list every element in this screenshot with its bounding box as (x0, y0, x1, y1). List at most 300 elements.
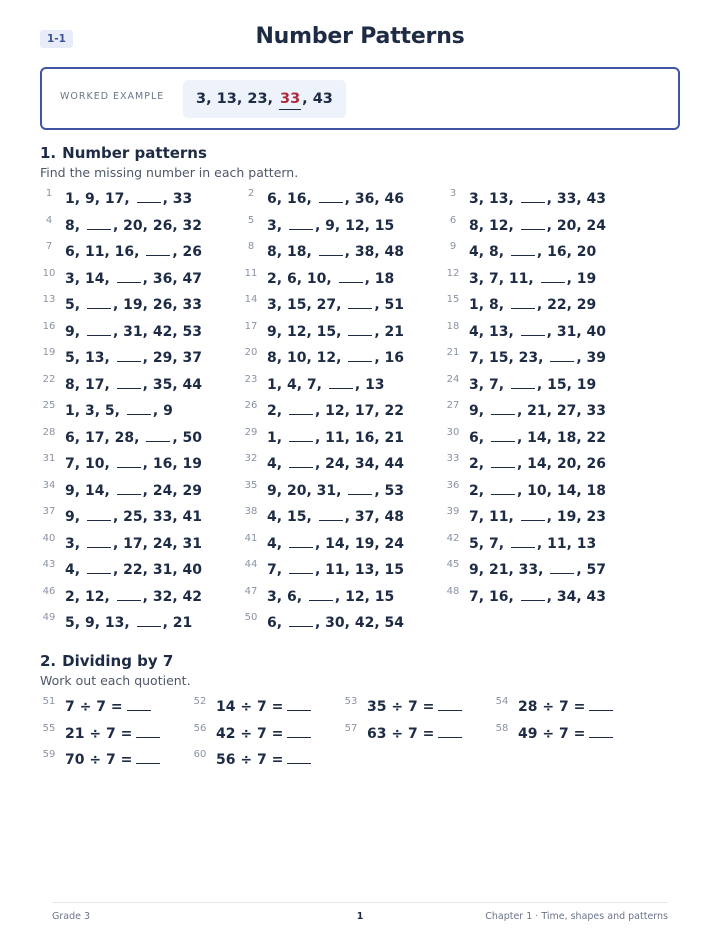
sequence-separator: , (142, 297, 153, 313)
problem-number: 1 (45, 188, 53, 199)
sequence-separator: , (354, 376, 366, 393)
sequence-separator: , (344, 456, 355, 472)
problem-number: 16 (42, 320, 56, 332)
sequence-term: 1 (267, 376, 277, 393)
sequence-separator: , (576, 217, 587, 234)
sequence-separator: , (538, 350, 549, 366)
sequence-term: 34 (354, 456, 375, 472)
division-expression: 63 ÷ 7 = (367, 725, 435, 742)
answer-blank[interactable] (289, 413, 313, 415)
sequence-separator: , (276, 323, 287, 340)
sequence-term: 29 (152, 350, 173, 366)
sequence-separator: , (566, 270, 577, 287)
answer-blank[interactable] (491, 466, 515, 468)
sequence-separator: , (276, 588, 287, 605)
problem-number: 33 (446, 453, 460, 464)
sequence-separator: , (478, 588, 489, 605)
answer-blank[interactable] (550, 572, 574, 574)
sequence-term: 3 (84, 403, 95, 419)
sequence-term: 19 (576, 270, 597, 287)
sequence-separator: , (276, 562, 287, 578)
problem-number: 36 (446, 479, 460, 491)
sequence-term: 10 (84, 456, 105, 472)
problem-number: 25 (42, 400, 56, 411)
sequence-term: 6 (65, 429, 75, 446)
sequence-separator: , (142, 456, 153, 472)
answer-blank[interactable] (136, 762, 160, 764)
sequence-separator: , (536, 297, 548, 313)
sequence-separator: , (276, 509, 287, 525)
problem-number: 60 (193, 749, 207, 760)
answer-blank[interactable] (137, 201, 161, 203)
division-expression: 49 ÷ 7 = (518, 725, 586, 742)
sequence-term: 1 (469, 297, 479, 313)
division-expression: 21 ÷ 7 = (65, 725, 133, 742)
sequence-separator: , (536, 535, 548, 552)
sequence-term: 14 (527, 456, 547, 472)
worked-example-before: 3, 13, 23, (196, 91, 274, 107)
sequence-separator: , (172, 376, 183, 393)
sequence-separator: , (516, 429, 528, 446)
answer-blank[interactable] (589, 736, 613, 738)
sequence-term: 4 (267, 509, 277, 525)
pattern-sequence (65, 270, 202, 288)
sequence-separator: , (142, 350, 153, 366)
answer-blank[interactable] (117, 360, 141, 362)
sequence-separator: , (112, 323, 124, 340)
answer-blank[interactable] (329, 387, 353, 389)
problem-number: 31 (42, 453, 56, 464)
pattern-sequence (65, 588, 202, 606)
pattern-sequence (267, 296, 404, 314)
sequence-separator: , (172, 244, 183, 260)
answer-blank[interactable] (127, 709, 151, 711)
answer-blank[interactable] (287, 736, 311, 738)
sequence-separator: , (276, 535, 287, 552)
answer-blank[interactable] (287, 709, 311, 711)
worked-example-answer: 33 (279, 89, 301, 110)
sequence-term: 4 (267, 535, 277, 552)
sequence-term: 21 (527, 403, 547, 419)
sequence-separator: , (74, 323, 85, 340)
pattern-sequence (469, 402, 606, 420)
pattern-sequence (65, 455, 202, 473)
sequence-separator: , (94, 403, 105, 419)
division-expression-wrap (65, 698, 151, 716)
sequence-separator: , (74, 615, 85, 631)
answer-blank[interactable] (521, 519, 545, 521)
sequence-term: 11 (84, 244, 105, 260)
sequence-term: 1 (65, 191, 75, 207)
answer-blank[interactable] (491, 440, 515, 442)
sequence-separator: , (566, 244, 577, 260)
sequence-separator: , (478, 535, 489, 552)
sequence-term: 13 (104, 615, 125, 631)
division-expression: 56 ÷ 7 = (216, 752, 284, 768)
pattern-sequence (267, 349, 404, 367)
answer-blank[interactable] (511, 254, 535, 256)
division-expression-wrap (367, 725, 462, 743)
pattern-sequence (267, 402, 404, 420)
sequence-separator: , (576, 562, 587, 578)
section-1-heading: Number patterns (62, 144, 207, 162)
problem-number: 56 (193, 722, 207, 734)
pattern-sequence (267, 614, 404, 632)
problem-number: 29 (244, 426, 258, 438)
sequence-term: 6 (267, 191, 277, 207)
sequence-separator: , (344, 562, 355, 578)
problem-number: 10 (42, 267, 56, 279)
answer-blank[interactable] (87, 228, 111, 230)
sequence-term: 16 (547, 244, 567, 260)
answer-blank[interactable] (348, 493, 372, 495)
sequence-term: 15 (374, 588, 395, 605)
sequence-term: 25 (123, 509, 143, 525)
sequence-term: 15 (547, 376, 567, 393)
sequence-term: 42 (354, 615, 375, 631)
sequence-separator: , (104, 244, 115, 260)
answer-blank[interactable] (319, 519, 343, 521)
sequence-separator: , (276, 376, 287, 393)
sequence-term: 26 (152, 297, 173, 313)
sequence-separator: , (478, 403, 489, 419)
pattern-sequence (65, 508, 202, 526)
answer-blank[interactable] (491, 413, 515, 415)
sequence-separator: , (134, 244, 145, 260)
problem-number: 5 (247, 214, 255, 226)
sequence-separator: , (516, 482, 528, 499)
answer-blank[interactable] (289, 625, 313, 627)
sequence-separator: , (112, 217, 124, 234)
sequence-separator: , (314, 217, 326, 234)
sequence-term: 14 (527, 429, 547, 446)
sequence-term: 21 (384, 429, 405, 446)
problem-number: 43 (42, 559, 56, 570)
sequence-separator: , (344, 429, 355, 446)
sequence-separator: , (74, 244, 85, 260)
problem-number: 20 (244, 347, 258, 358)
sequence-term: 20 (576, 244, 597, 260)
pattern-sequence (469, 535, 596, 553)
sequence-separator: , (498, 535, 509, 552)
problem-number: 40 (42, 532, 56, 544)
sequence-separator: , (276, 217, 287, 234)
answer-blank[interactable] (438, 709, 462, 711)
problem-number: 15 (446, 294, 460, 305)
sequence-separator: , (172, 456, 183, 472)
sequence-separator: , (576, 191, 587, 207)
answer-blank[interactable] (511, 546, 535, 548)
sequence-separator: , (172, 588, 183, 605)
sequence-term: 11 (325, 562, 345, 578)
sequence-term: 16 (114, 244, 135, 260)
sequence-term: 7 (306, 376, 317, 393)
sequence-separator: , (374, 429, 385, 446)
sequence-term: 30 (325, 615, 345, 631)
sequence-term: 23 (518, 350, 539, 366)
sequence-term: 2 (469, 482, 479, 499)
answer-blank[interactable] (87, 307, 111, 309)
sequence-term: 8 (65, 217, 75, 234)
answer-blank[interactable] (117, 387, 141, 389)
sequence-separator: , (276, 297, 287, 313)
sequence-separator: , (528, 270, 539, 287)
answer-blank[interactable] (339, 281, 363, 283)
answer-blank[interactable] (541, 281, 565, 283)
sequence-term: 18 (286, 244, 307, 260)
problem-number: 38 (244, 506, 258, 517)
answer-blank[interactable] (289, 440, 313, 442)
answer-blank[interactable] (137, 625, 161, 627)
sequence-separator: , (336, 323, 347, 340)
sequence-separator: , (336, 482, 347, 499)
sequence-separator: , (104, 429, 115, 446)
sequence-separator: , (374, 403, 385, 419)
sequence-separator: , (546, 509, 557, 525)
sequence-term: 20 (556, 217, 577, 234)
sequence-separator: , (172, 297, 183, 313)
sequence-term: 16 (354, 429, 375, 446)
sequence-separator: , (306, 482, 317, 499)
division-expression: 14 ÷ 7 = (216, 699, 284, 715)
sequence-separator: , (74, 376, 85, 393)
sequence-separator: , (74, 535, 85, 552)
answer-blank[interactable] (309, 599, 333, 601)
problem-number: 53 (344, 696, 358, 707)
sequence-separator: , (478, 270, 489, 287)
problem-number: 51 (42, 696, 56, 707)
sequence-separator: , (314, 535, 326, 552)
sequence-separator: , (546, 191, 557, 207)
answer-blank[interactable] (87, 519, 111, 521)
sequence-separator: , (162, 615, 173, 631)
section-2-title (40, 652, 173, 670)
pattern-sequence (469, 270, 596, 288)
sequence-separator: , (306, 191, 317, 207)
answer-blank[interactable] (289, 228, 313, 230)
answer-blank[interactable] (146, 254, 170, 256)
problem-number: 27 (446, 400, 460, 411)
sequence-term: 9 (65, 323, 75, 340)
sequence-separator: , (172, 429, 183, 446)
sequence-separator: , (478, 429, 489, 446)
sequence-separator: , (344, 403, 355, 419)
sequence-term: 8 (469, 217, 479, 234)
answer-blank[interactable] (87, 334, 111, 336)
sequence-separator: , (508, 217, 519, 234)
sequence-term: 31 (123, 323, 143, 340)
answer-blank[interactable] (117, 281, 141, 283)
sequence-separator: , (546, 429, 557, 446)
sequence-separator: , (546, 323, 557, 340)
sequence-separator: , (276, 615, 287, 631)
answer-blank[interactable] (117, 493, 141, 495)
answer-blank[interactable] (117, 599, 141, 601)
answer-blank[interactable] (127, 413, 151, 415)
answer-blank[interactable] (438, 736, 462, 738)
answer-blank[interactable] (289, 546, 313, 548)
sequence-separator: , (344, 244, 355, 260)
sequence-term: 9 (267, 482, 277, 499)
worked-example-pattern (183, 80, 346, 118)
answer-blank[interactable] (348, 307, 372, 309)
section-1-number: 1. (40, 144, 57, 162)
sequence-separator: , (276, 244, 287, 260)
sequence-term: 22 (384, 403, 405, 419)
answer-blank[interactable] (521, 334, 545, 336)
answer-blank[interactable] (319, 201, 343, 203)
sequence-separator: , (142, 323, 153, 340)
sequence-separator: , (276, 350, 287, 366)
sequence-term: 42 (152, 323, 173, 340)
sequence-term: 12 (345, 217, 365, 234)
answer-blank[interactable] (87, 546, 111, 548)
pattern-sequence (65, 376, 202, 394)
sequence-term: 26 (152, 217, 173, 234)
sequence-term: 16 (488, 588, 509, 605)
sequence-separator: , (478, 191, 489, 207)
answer-blank[interactable] (511, 387, 535, 389)
sequence-separator: , (74, 270, 85, 287)
footer-chapter: Chapter 1 · Time, shapes and patterns (485, 911, 668, 922)
section-2-instruction: Work out each quotient. (40, 673, 191, 688)
answer-blank[interactable] (319, 254, 343, 256)
answer-blank[interactable] (550, 360, 574, 362)
problem-number: 24 (446, 373, 460, 385)
sequence-term: 12 (345, 588, 365, 605)
sequence-term: 7 (469, 509, 479, 525)
pattern-sequence (267, 270, 394, 288)
sequence-term: 8 (65, 376, 75, 393)
problem-number: 3 (449, 188, 457, 199)
sequence-term: 9 (84, 615, 95, 631)
sequence-term: 9 (65, 509, 75, 525)
answer-blank[interactable] (348, 334, 372, 336)
sequence-separator: , (112, 297, 124, 313)
worked-example-box (40, 67, 680, 130)
sequence-term: 17 (104, 191, 125, 207)
sequence-term: 7 (469, 350, 479, 366)
problem-number: 18 (446, 320, 460, 332)
sequence-separator: , (374, 191, 385, 207)
sequence-term: 5 (469, 535, 479, 552)
sequence-separator: , (104, 376, 115, 393)
pattern-sequence (267, 376, 385, 394)
sequence-term: 5 (65, 615, 75, 631)
sequence-separator: , (162, 191, 173, 207)
division-expression-wrap (518, 698, 613, 716)
problem-number: 41 (244, 532, 258, 544)
sequence-separator: , (576, 323, 587, 340)
answer-blank[interactable] (491, 493, 515, 495)
pattern-sequence (267, 535, 404, 553)
answer-blank[interactable] (521, 201, 545, 203)
answer-blank[interactable] (521, 228, 545, 230)
answer-blank[interactable] (289, 572, 313, 574)
sequence-term: 44 (182, 376, 203, 393)
answer-blank[interactable] (87, 572, 111, 574)
sequence-term: 21 (384, 323, 405, 340)
sequence-separator: , (374, 244, 385, 260)
sequence-term: 14 (84, 270, 105, 287)
sequence-term: 28 (114, 429, 135, 446)
sequence-separator: , (296, 270, 307, 287)
pattern-sequence (469, 455, 606, 473)
answer-blank[interactable] (589, 709, 613, 711)
problem-number: 49 (42, 612, 56, 623)
problem-number: 46 (42, 585, 56, 597)
sequence-separator: , (516, 403, 528, 419)
sequence-separator: , (172, 217, 183, 234)
sequence-separator: , (172, 509, 183, 525)
sequence-term: 19 (556, 509, 577, 525)
sequence-separator: , (478, 297, 489, 313)
answer-blank[interactable] (511, 307, 535, 309)
sequence-separator: , (326, 270, 337, 287)
sequence-separator: , (576, 350, 587, 366)
answer-blank[interactable] (117, 466, 141, 468)
answer-blank[interactable] (289, 466, 313, 468)
sequence-term: 32 (152, 588, 173, 605)
sequence-term: 11 (325, 429, 345, 446)
sequence-term: 3 (65, 270, 75, 287)
sequence-separator: , (536, 376, 548, 393)
sequence-separator: , (124, 191, 135, 207)
sequence-separator: , (478, 323, 489, 340)
sequence-separator: , (296, 588, 307, 605)
sequence-term: 8 (267, 244, 277, 260)
sequence-term: 8 (488, 244, 499, 260)
division-expression-wrap (65, 751, 160, 769)
answer-blank[interactable] (287, 762, 311, 764)
answer-blank[interactable] (146, 440, 170, 442)
sequence-term: 41 (182, 509, 203, 525)
answer-blank[interactable] (348, 360, 372, 362)
answer-blank[interactable] (521, 599, 545, 601)
sequence-separator: , (172, 535, 183, 552)
sequence-term: 10 (527, 482, 547, 499)
sequence-term: 22 (123, 562, 143, 578)
pattern-sequence (469, 588, 606, 606)
sequence-separator: , (276, 429, 287, 446)
sequence-separator: , (546, 482, 557, 499)
sequence-separator: , (296, 376, 307, 393)
sequence-term: 15 (316, 323, 337, 340)
sequence-term: 17 (84, 429, 105, 446)
sequence-separator: , (142, 376, 153, 393)
division-expression-wrap (367, 698, 462, 716)
division-expression: 42 ÷ 7 = (216, 725, 284, 742)
sequence-term: 31 (316, 482, 337, 499)
section-1-title (40, 144, 207, 162)
problem-number: 54 (495, 696, 509, 707)
sequence-term: 6 (286, 270, 297, 287)
sequence-separator: , (374, 350, 385, 366)
sequence-term: 33 (182, 297, 203, 313)
sequence-term: 13 (488, 191, 509, 207)
sequence-term: 16 (384, 350, 405, 366)
sequence-separator: , (172, 350, 183, 366)
problem-number: 30 (446, 426, 460, 438)
sequence-term: 6 (267, 615, 277, 631)
sequence-separator: , (172, 482, 183, 499)
sequence-separator: , (316, 376, 327, 393)
sequence-term: 42 (182, 588, 203, 605)
sequence-term: 21 (172, 615, 193, 631)
sequence-separator: , (142, 217, 153, 234)
answer-blank[interactable] (136, 736, 160, 738)
sequence-separator: , (536, 244, 548, 260)
